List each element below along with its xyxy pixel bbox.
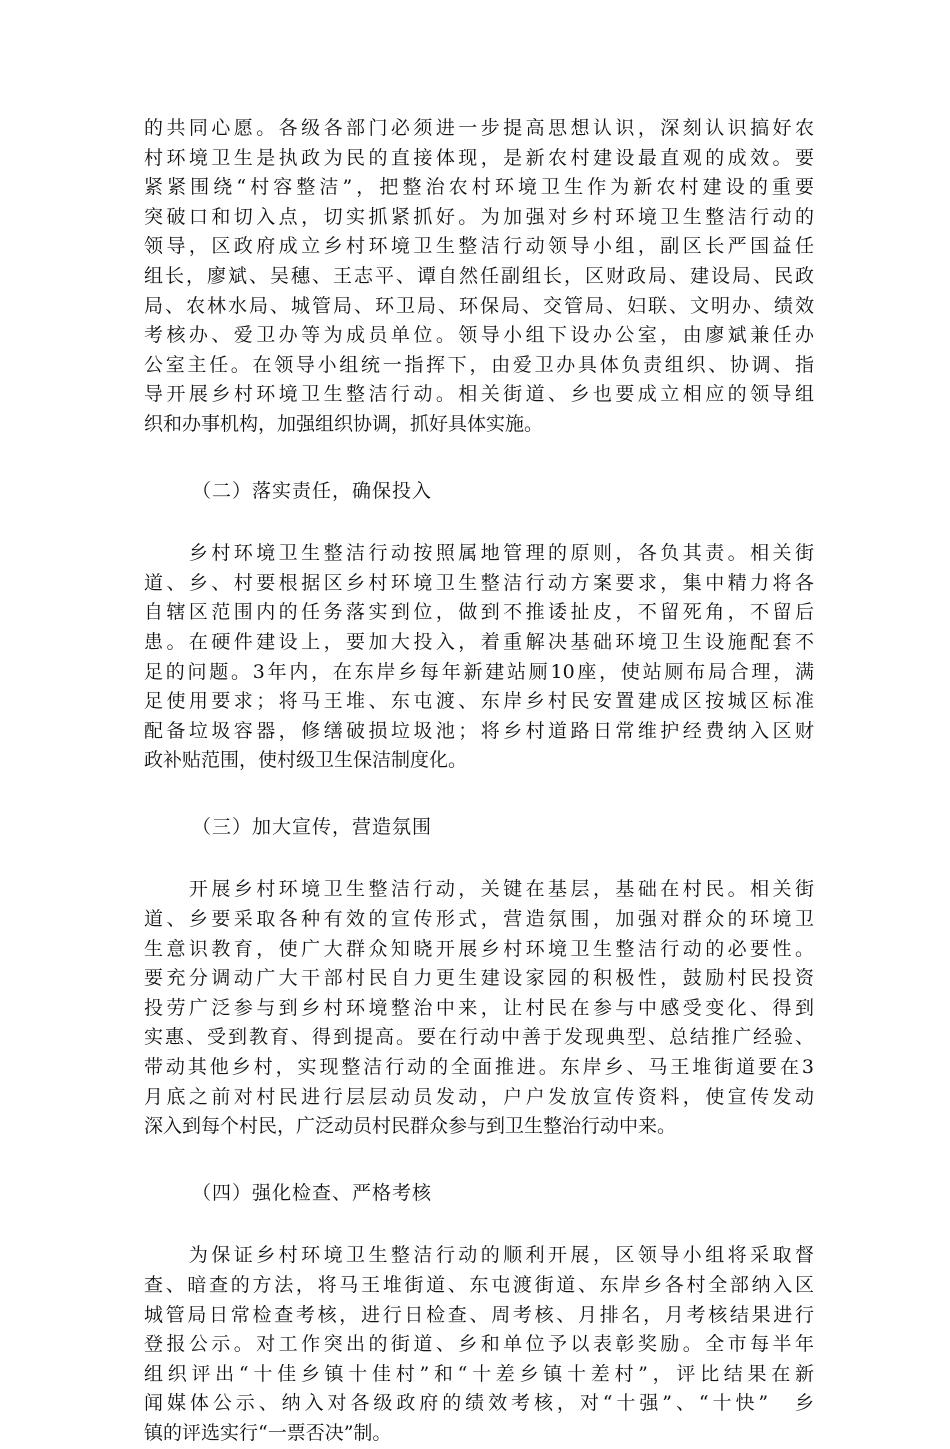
paragraph-publicity [144, 875, 814, 1141]
text-line: 织和办事机构，加强组织协调，抓好具体实施。 [144, 412, 544, 435]
text-line: 配备垃圾容器，修缮破损垃圾池；将乡村道路日常维护经费纳入区财 [144, 719, 814, 742]
text-line: 自辖区范围内的任务落实到位，做到不推诿扯皮，不留死角，不留后 [144, 601, 814, 624]
text-line: 患。在硬件建设上，要加大投入，着重解决基础环境卫生设施配套不 [144, 630, 814, 653]
text-line: 突破口和切入点，切实抓紧抓好。为加强对乡村环境卫生整洁行动的 [144, 205, 814, 228]
section-heading-3: （三）加大宣传，营造氛围 [192, 815, 433, 838]
text-line: 足的问题。3年内，在东岸乡每年新建站厕10座，使站厕布局合理，满 [144, 660, 814, 683]
text-line: 查、暗查的方法，将马王堆街道、东屯渡街道、东岸乡各村全部纳入区 [144, 1274, 814, 1296]
text-line: 月底之前对村民进行层层动员发动，户户发放宣传资料，使宣传发动 [144, 1085, 814, 1108]
spacer [144, 506, 814, 539]
text-line: 城管局日常检查考核，进行日检查、周考核、月排名，月考核结果进行 [144, 1303, 814, 1326]
text-line: 要充分调动广大干部村民自力更生建设家园的积极性，鼓励村民投资 [144, 967, 814, 990]
text-line: 投劳广泛参与到乡村环境整治中来，让村民在参与中感受变化、得到 [144, 996, 814, 1019]
section-heading-4: （四）强化检查、严格考核 [192, 1181, 433, 1204]
spacer [144, 1142, 814, 1179]
paragraph-leadership [144, 114, 814, 440]
text-line: 的共同心愿。各级各部门必须进一步提高思想认识，深刻认识搞好农 [144, 117, 814, 139]
text-line: 局、农林水局、城管局、环卫局、环保局、交管局、妇联、文明办、绩效 [144, 294, 814, 317]
document-page [144, 114, 814, 1449]
spacer [144, 440, 814, 477]
text-line: 村环境卫生是执政为民的直接体现，是新农村建设最直观的成效。要 [144, 146, 814, 169]
text-line: 道、乡要采取各种有效的宣传形式，营造氛围，加强对群众的环境卫 [144, 908, 814, 931]
spacer [144, 842, 814, 875]
text-line: 公室主任。在领导小组统一指挥下，由爱卫办具体负责组织、协调、指 [144, 353, 814, 376]
text-line: 镇的评选实行“一票否决”制。 [144, 1421, 392, 1444]
text-line: 实惠、受到教育、得到提高。要在行动中善于发现典型、总结推广经验、 [144, 1026, 814, 1049]
text-line: 深入到每个村民，广泛动员村民群众参与到卫生整治行动中来。 [144, 1115, 677, 1138]
spacer [144, 776, 814, 813]
text-line: 组长，廖斌、吴穗、王志平、谭自然任副组长，区财政局、建设局、民政 [144, 264, 814, 287]
text-line: 紧紧围绕“村容整洁”，把整治农村环境卫生作为新农村建设的重要 [144, 176, 814, 199]
text-line: 政补贴范围，使村级卫生保洁制度化。 [144, 749, 468, 772]
text-line: 生意识教育，使广大群众知晓开展乡村环境卫生整洁行动的必要性。 [144, 937, 814, 960]
text-line: 道、乡、村要根据区乡村环境卫生整洁行动方案要求，集中精力将各 [144, 571, 814, 594]
section-heading-2: （二）落实责任，确保投入 [192, 479, 433, 502]
paragraph-inspection [144, 1241, 814, 1448]
text-line: 开展乡村环境卫生整洁行动，关键在基层，基础在村民。相关街 [144, 878, 814, 901]
text-line: 带动其他乡村，实现整洁行动的全面推进。东岸乡、马王堆街道要在3 [144, 1056, 814, 1079]
text-line: 考核办、爱卫办等为成员单位。领导小组下设办公室，由廖斌兼任办 [144, 324, 814, 347]
text-line: 乡村环境卫生整洁行动按照属地管理的原则，各负其责。相关街 [144, 542, 814, 565]
text-line: 足使用要求；将马王堆、东屯渡、东岸乡村民安置建成区按城区标准 [144, 690, 814, 713]
text-line: 导开展乡村环境卫生整洁行动。相关街道、乡也要成立相应的领导组 [144, 383, 814, 406]
text-line: 闻媒体公示、纳入对各级政府的绩效考核，对“十强”、“十快” 乡 [144, 1392, 814, 1415]
text-line: 为保证乡村环境卫生整洁行动的顺利开展，区领导小组将采取督 [144, 1244, 814, 1267]
paragraph-responsibility [144, 539, 814, 776]
spacer [144, 1208, 814, 1241]
text-line: 组织评出“十佳乡镇十佳村”和“十差乡镇十差村”，评比结果在新 [144, 1362, 814, 1385]
text-line: 登报公示。对工作突出的街道、乡和单位予以表彰奖励。全市每半年 [144, 1333, 814, 1356]
text-line: 领导，区政府成立乡村环境卫生整洁行动领导小组，副区长严国益任 [144, 235, 814, 258]
